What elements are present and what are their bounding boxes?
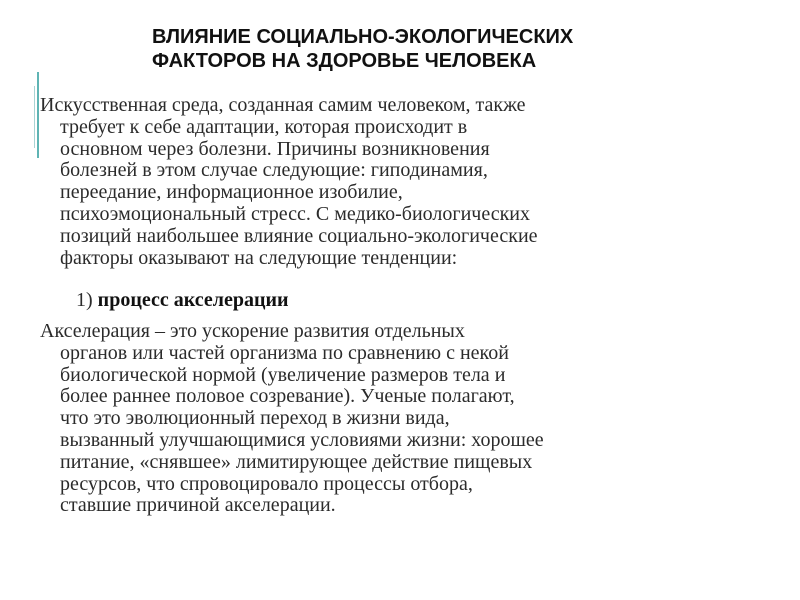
paragraph-line: биологической нормой (увеличение размеров тела и	[60, 363, 506, 386]
accent-bar	[37, 72, 39, 158]
paragraph-line: органов или частей организма по сравнению с некой	[60, 341, 509, 364]
paragraph-line: ставшие причиной акселерации.	[60, 494, 336, 517]
paragraph-line: Акселерация – это ускорение развития отдельных	[40, 320, 465, 342]
paragraph-line: питание, «снявшее» лимитирующее действие пищевых	[60, 450, 533, 473]
paragraph-line: переедание, информационное изобилие,	[60, 181, 403, 204]
accent-bar-secondary	[34, 86, 35, 148]
paragraph-line: факторы оказывают на следующие тенденции:	[60, 246, 458, 269]
paragraph-line: болезней в этом случае следующие: гиподинамия,	[60, 159, 488, 182]
slide-title-line-2: ФАКТОРОВ НА ЗДОРОВЬЕ ЧЕЛОВЕКА	[152, 50, 537, 72]
list-item-number: 1)	[76, 289, 93, 311]
paragraph-line: ресурсов, что спровоцировало процессы отбора,	[60, 472, 473, 495]
paragraph-line: что это эволюционный переход в жизни вида,	[60, 407, 450, 430]
paragraph-line: более раннее половое созревание). Ученые полагают,	[60, 385, 515, 408]
paragraph-line: основном через болезни. Причины возникновения	[60, 137, 490, 160]
paragraph-line: позиций наибольшее влияние социально-экологические	[60, 224, 538, 247]
paragraph-line: Искусственная среда, созданная самим человеком, также	[40, 94, 526, 116]
paragraph-line: требует к себе адаптации, которая происходит в	[60, 115, 468, 138]
slide-title-line-1: ВЛИЯНИЕ СОЦИАЛЬНО-ЭКОЛОГИЧЕСКИХ	[152, 26, 574, 48]
paragraph-line: вызванный улучшающимися условиями жизни: хорошее	[60, 428, 544, 451]
slide-title	[152, 25, 772, 73]
paragraph-acceleration	[40, 321, 760, 517]
paragraph-line: психоэмоциональный стресс. С медико-биологических	[60, 202, 531, 225]
paragraph-environment	[40, 95, 760, 269]
list-item-term: процесс акселерации	[97, 289, 289, 311]
list-item-acceleration	[76, 289, 289, 311]
